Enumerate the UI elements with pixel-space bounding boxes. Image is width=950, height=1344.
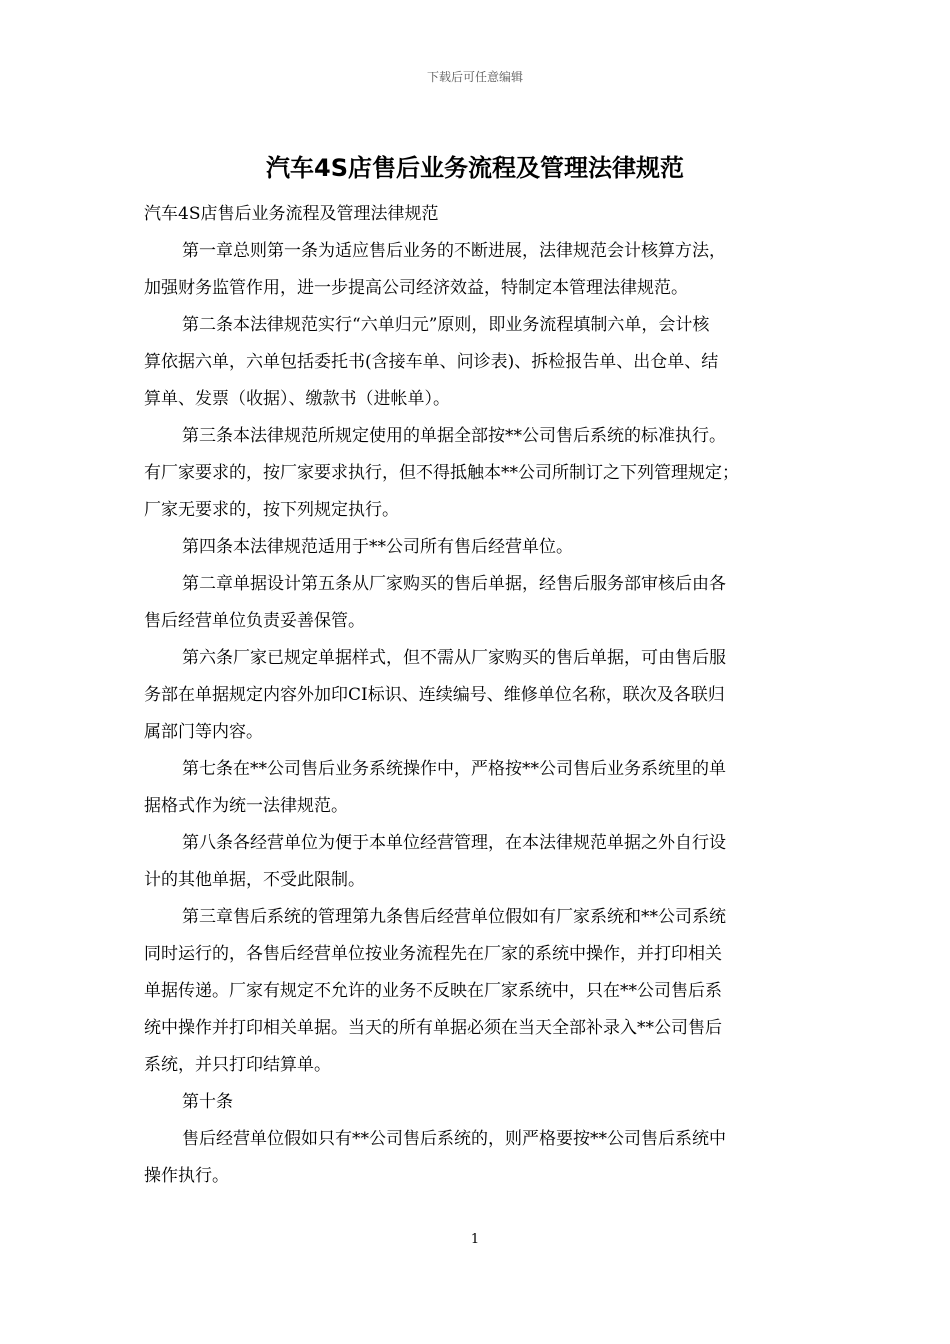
- paragraph-article10-body: [144, 1121, 816, 1195]
- paragraph-line: 厂家无要求的，按下列规定执行。: [144, 500, 399, 520]
- paragraph-article10-heading: [144, 1084, 816, 1121]
- paragraph-line: 操作执行。: [144, 1166, 229, 1186]
- paragraph-line: 第三条本法律规范所规定使用的单据全部按**公司售后系统的标准执行。: [182, 426, 726, 446]
- paragraph-line: 第二条本法律规范实行“六单归元”原则，即业务流程填制六单，会计核: [182, 315, 710, 335]
- paragraph-line: 计的其他单据，不受此限制。: [144, 870, 365, 890]
- paragraph-line: 单据传递。厂家有规定不允许的业务不反映在厂家系统中，只在**公司售后系: [144, 981, 722, 1001]
- header-note: 下载后可任意编辑: [426, 70, 523, 84]
- paragraph-chapter2-article5: [144, 566, 816, 640]
- paragraph-article6: [144, 640, 816, 751]
- document-subtitle: 汽车4S店售后业务流程及管理法律规范: [144, 204, 439, 224]
- page-number: 1: [470, 1232, 480, 1247]
- paragraph-article3: [144, 418, 816, 529]
- paragraph-line: 务部在单据规定内容外加印CI标识、连续编号、维修单位名称，联次及各联归: [144, 685, 725, 705]
- paragraph-chapter1-article1: [144, 233, 816, 307]
- document-title: 汽车4S店售后业务流程及管理法律规范: [266, 154, 684, 182]
- paragraph-line: 有厂家要求的，按厂家要求执行，但不得抵触本**公司所制订之下列管理规定；: [144, 463, 739, 483]
- paragraph-line: 第十条: [182, 1092, 233, 1112]
- paragraph-line: 据格式作为统一法律规范。: [144, 796, 348, 816]
- paragraph-article4: [144, 529, 816, 566]
- paragraph-line: 加强财务监管作用，进一步提高公司经济效益，特制定本管理法律规范。: [144, 278, 688, 298]
- paragraph-line: 第四条本法律规范适用于**公司所有售后经营单位。: [182, 537, 573, 557]
- paragraph-line: 售后经营单位假如只有**公司售后系统的，则严格要按**公司售后系统中: [182, 1129, 726, 1149]
- paragraph-chapter3-article9: [144, 899, 816, 1084]
- paragraph-line: 同时运行的，各售后经营单位按业务流程先在厂家的系统中操作，并打印相关: [144, 944, 722, 964]
- paragraph-line: 算依据六单，六单包括委托书(含接车单、问诊表)、拆检报告单、出仓单、结: [144, 352, 719, 372]
- paragraph-line: 第二章单据设计第五条从厂家购买的售后单据，经售后服务部审核后由各: [182, 574, 726, 594]
- paragraph-line: 算单、发票（收据）、缴款书（进帐单）。: [144, 389, 450, 409]
- paragraph-article7: [144, 751, 816, 825]
- paragraph-line: 系统，并只打印结算单。: [144, 1055, 331, 1075]
- document-body: [144, 196, 816, 1195]
- paragraph-line: 第一章总则第一条为适应售后业务的不断进展，法律规范会计核算方法，: [182, 241, 726, 261]
- paragraph-line: 第三章售后系统的管理第九条售后经营单位假如有厂家系统和**公司系统: [182, 907, 726, 927]
- paragraph-line: 第六条厂家已规定单据样式，但不需从厂家购买的售后单据，可由售后服: [182, 648, 726, 668]
- paragraph-line: 第八条各经营单位为便于本单位经营管理，在本法律规范单据之外自行设: [182, 833, 726, 853]
- paragraph-article8: [144, 825, 816, 899]
- paragraph-article2: [144, 307, 816, 418]
- paragraph-line: 售后经营单位负责妥善保管。: [144, 611, 365, 631]
- paragraph-line: 统中操作并打印相关单据。当天的所有单据必须在当天全部补录入**公司售后: [144, 1018, 722, 1038]
- paragraph-line: 第七条在**公司售后业务系统操作中，严格按**公司售后业务系统里的单: [182, 759, 726, 779]
- paragraph-line: 属部门等内容。: [144, 722, 263, 742]
